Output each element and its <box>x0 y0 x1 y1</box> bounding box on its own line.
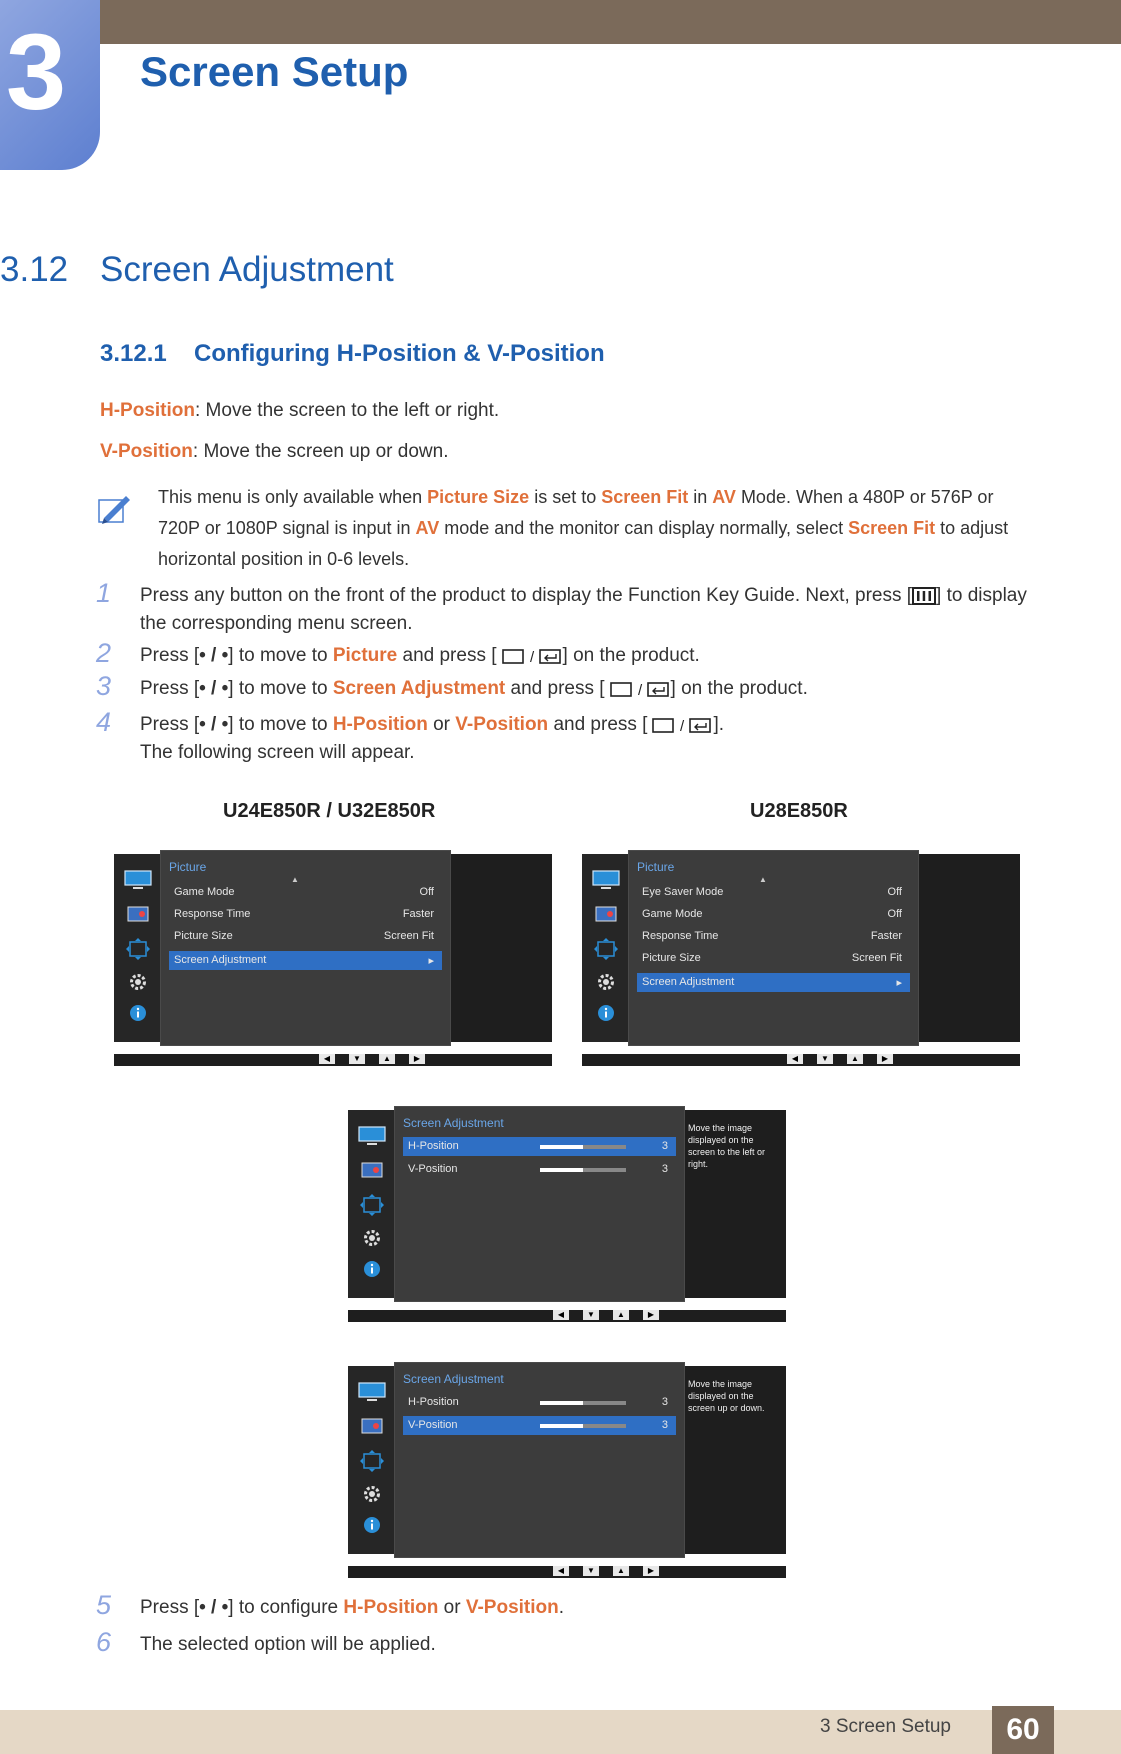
osd-help-text: Move the image displayed on the screen to the left or right. <box>688 1123 766 1169</box>
gear-icon <box>348 1228 395 1253</box>
osd-menu-item[interactable]: Eye Saver Mode Off <box>642 886 902 898</box>
osd-sidebar <box>348 1110 395 1298</box>
gear-icon <box>582 972 629 997</box>
osd-v-position-row[interactable]: V-Position 3 <box>403 1416 676 1435</box>
up-down-buttons: • / • <box>199 1597 229 1618</box>
model-label-right: U28E850R <box>750 800 848 822</box>
step-2: 2 Press [• / •] to move to Picture and press [ / ] on the product. <box>96 638 700 668</box>
osd-picture-menu-b <box>582 850 1020 1066</box>
right-arrow-icon: ▶ <box>643 1310 659 1320</box>
screen-adjust-icon <box>114 938 161 965</box>
osd-h-position-row[interactable]: H-Position 3 <box>408 1396 668 1408</box>
up-arrow-icon: ▲ <box>613 1566 629 1576</box>
screen-adjust-icon <box>348 1450 395 1477</box>
color-icon <box>348 1162 395 1183</box>
screen-adjust-icon <box>582 938 629 965</box>
up-down-buttons: • / • <box>199 645 229 666</box>
h-position-slider[interactable] <box>540 1401 626 1405</box>
svg-text:/: / <box>529 648 534 665</box>
osd-sidebar <box>348 1366 395 1554</box>
section-heading: Screen Adjustment <box>100 250 394 289</box>
osd-title: Screen Adjustment <box>403 1116 504 1130</box>
color-icon <box>348 1418 395 1439</box>
v-position-slider[interactable] <box>540 1168 626 1172</box>
step-5: 5 Press [• / •] to configure H-Position or V-Position. <box>96 1590 565 1620</box>
osd-nav-buttons <box>319 1054 425 1066</box>
osd-screen-adjustment-v <box>348 1362 786 1578</box>
right-arrow-icon: ▶ <box>409 1054 425 1064</box>
svg-text:/: / <box>637 681 642 698</box>
osd-h-position-row[interactable]: H-Position 3 <box>403 1137 676 1156</box>
menu-icon <box>912 587 936 605</box>
osd-menu-item[interactable]: Game Mode Off <box>642 908 902 920</box>
screen-adjust-icon <box>348 1194 395 1221</box>
step-6: 6 The selected option will be applied. <box>96 1627 436 1657</box>
osd-help-text: Move the image displayed on the screen up or down. <box>688 1379 765 1413</box>
note-text: This menu is only available when Picture Size is set to Screen Fit in AV Mode. When a 480P or 576P or 720P or 1080P signal is input in AV mode and the monitor can display normally, select Screen Fit to adjust horizontal position in 0-6 levels. <box>158 487 1009 569</box>
info-icon <box>348 1260 395 1283</box>
monitor-icon <box>348 1126 395 1151</box>
right-arrow-icon: ▶ <box>643 1566 659 1576</box>
source-enter-icon <box>605 680 671 698</box>
source-enter-icon <box>647 716 713 734</box>
scroll-up-icon: ▲ <box>291 875 299 884</box>
model-label-left: U24E850R / U32E850R <box>223 800 436 822</box>
source-enter-icon <box>497 647 563 665</box>
osd-menu-item[interactable]: Response Time Faster <box>642 930 902 942</box>
step-3: 3 Press [• / •] to move to Screen Adjustment and press [ / ] on the product. <box>96 671 808 701</box>
osd-screen-adjustment-h <box>348 1106 786 1322</box>
right-arrow-icon: ▶ <box>877 1054 893 1064</box>
up-arrow-icon: ▲ <box>379 1054 395 1064</box>
section-title <box>0 250 394 290</box>
definition-v-position: V-Position: Move the screen up or down. <box>100 441 449 462</box>
gear-icon <box>348 1484 395 1509</box>
info-icon <box>114 1004 161 1027</box>
subsection-number: 3.12.1 <box>100 340 167 367</box>
chapter-title: Screen Setup <box>140 48 409 95</box>
info-icon <box>582 1004 629 1027</box>
osd-main-panel <box>394 1362 685 1558</box>
monitor-icon <box>114 870 161 895</box>
subsection-heading: Configuring H-Position & V-Position <box>194 340 605 367</box>
step-number: 6 <box>96 1627 112 1657</box>
osd-v-position-row[interactable]: V-Position 3 <box>408 1163 668 1175</box>
chapter-tab <box>0 0 100 170</box>
osd-menu-item[interactable]: Response Time Faster <box>174 908 434 920</box>
scroll-up-icon: ▲ <box>759 875 767 884</box>
osd-title: Picture <box>637 860 675 874</box>
osd-sidebar <box>582 854 629 1042</box>
osd-title: Picture <box>169 860 207 874</box>
step-number: 1 <box>96 578 112 608</box>
osd-title: Screen Adjustment <box>403 1372 504 1386</box>
color-icon <box>582 906 629 927</box>
gear-icon <box>114 972 161 997</box>
step-4: 4 Press [• / •] to move to H-Position or V-Position and press [ / ]. The following screen will appear. <box>96 707 725 763</box>
up-down-buttons: • / • <box>199 678 229 699</box>
left-arrow-icon: ◀ <box>553 1566 569 1576</box>
step-1: 1 Press any button on the front of the product to display the Function Key Guide. Next, press [ ] to display the corresponding menu screen. <box>96 578 1027 634</box>
left-arrow-icon: ◀ <box>787 1054 803 1064</box>
osd-main-panel <box>394 1106 685 1302</box>
chapter-number: 3 <box>6 11 67 132</box>
osd-menu-item-selected[interactable]: Screen Adjustment ▸ <box>637 973 910 992</box>
step-number: 2 <box>96 638 112 668</box>
osd-menu-item[interactable]: Game Mode Off <box>174 886 434 898</box>
up-down-buttons: • / • <box>199 714 229 735</box>
down-arrow-icon: ▼ <box>817 1054 833 1064</box>
h-position-slider[interactable] <box>540 1145 626 1149</box>
subsection-title <box>100 340 605 368</box>
osd-nav-buttons <box>553 1566 659 1578</box>
down-arrow-icon: ▼ <box>583 1310 599 1320</box>
up-arrow-icon: ▲ <box>847 1054 863 1064</box>
osd-main-panel <box>160 850 451 1046</box>
osd-sidebar <box>114 854 161 1042</box>
osd-nav-buttons <box>787 1054 893 1066</box>
note-pencil-icon <box>98 494 132 524</box>
footer-bar <box>0 1710 1121 1754</box>
osd-menu-item[interactable]: Picture Size Screen Fit <box>174 930 434 942</box>
section-number: 3.12 <box>0 250 69 289</box>
svg-text:/: / <box>680 717 685 734</box>
v-position-slider[interactable] <box>540 1424 626 1428</box>
header-bar <box>0 0 1121 44</box>
step-number: 5 <box>96 1590 112 1620</box>
left-arrow-icon: ◀ <box>553 1310 569 1320</box>
osd-main-panel <box>628 850 919 1046</box>
left-arrow-icon: ◀ <box>319 1054 335 1064</box>
up-arrow-icon: ▲ <box>613 1310 629 1320</box>
step-number: 4 <box>96 707 112 737</box>
monitor-icon <box>582 870 629 895</box>
info-icon <box>348 1516 395 1539</box>
footer-chapter-label: 3 Screen Setup <box>820 1716 951 1737</box>
definition-h-position: H-Position: Move the screen to the left or right. <box>100 400 500 421</box>
monitor-icon <box>348 1382 395 1407</box>
color-icon <box>114 906 161 927</box>
osd-menu-item[interactable]: Picture Size Screen Fit <box>642 952 902 964</box>
osd-menu-item-selected[interactable]: Screen Adjustment ▸ <box>169 951 442 970</box>
down-arrow-icon: ▼ <box>349 1054 365 1064</box>
osd-nav-buttons <box>553 1310 659 1322</box>
down-arrow-icon: ▼ <box>583 1566 599 1576</box>
step-number: 3 <box>96 671 112 701</box>
page-number: 60 <box>992 1706 1054 1754</box>
osd-picture-menu-a <box>114 850 552 1066</box>
